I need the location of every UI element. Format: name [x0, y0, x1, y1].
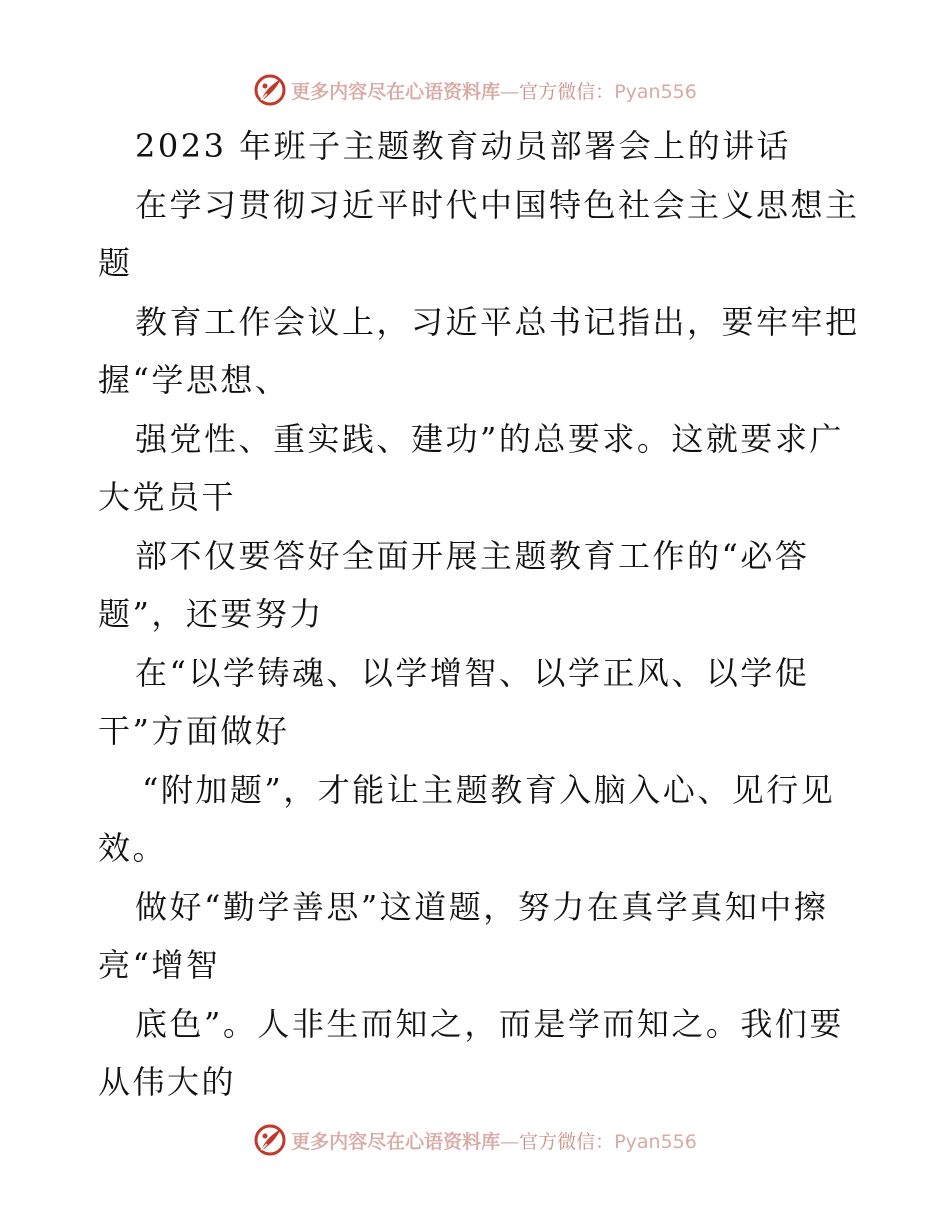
quill-logo-icon: [253, 73, 287, 107]
text-line: 亮“增智: [98, 946, 221, 984]
watermark-site: 更多内容尽在心语资料库: [291, 1130, 501, 1153]
watermark-text: [291, 77, 697, 104]
watermark-dash: —: [500, 80, 520, 103]
text-line: 效。: [98, 829, 168, 867]
watermark-account: Pyan556: [614, 1130, 697, 1153]
text-line: 干”方面做好: [98, 712, 290, 750]
text-line: 部不仅要答好全面开展主题教育工作的“必答: [135, 536, 810, 575]
text-line: 在学习贯彻习近平时代中国特色社会主义思想主: [135, 185, 860, 224]
header-watermark: [0, 70, 950, 110]
document-body: [98, 117, 858, 1112]
text-line: 强党性、重实践、建功”的总要求。这就要求广: [135, 419, 844, 458]
quill-logo-icon: [253, 1123, 287, 1157]
text-line: 底色”。人非生而知之，而是学而知之。我们要: [135, 1004, 844, 1043]
text-line: 教育工作会议上，习近平总书记指出，要牢牢把: [135, 302, 860, 341]
footer-watermark: [0, 1120, 950, 1160]
text-line: 大党员干: [98, 478, 237, 516]
watermark-text: [291, 1127, 697, 1154]
text-line: 从伟大的: [98, 1063, 237, 1101]
watermark-dash: —: [500, 1130, 520, 1153]
watermark-wechat-label: 官方微信：: [519, 1130, 615, 1153]
text-line: 握“学思想、: [98, 361, 290, 399]
document-title: 2023 年班子主题教育动员部署会上的讲话: [135, 127, 792, 165]
text-line: 题: [98, 244, 133, 282]
text-line: “附加题”，才能让主题教育入脑入心、见行见: [142, 770, 836, 809]
watermark-account: Pyan556: [614, 80, 697, 103]
text-line: 做好“勤学善思”这道题，努力在真学真知中擦: [135, 887, 829, 926]
text-line: 题”，还要努力: [98, 595, 324, 633]
text-line: 在“以学铸魂、以学增智、以学正风、以学促: [135, 653, 810, 692]
watermark-wechat-label: 官方微信：: [519, 80, 615, 103]
watermark-site: 更多内容尽在心语资料库: [291, 80, 501, 103]
